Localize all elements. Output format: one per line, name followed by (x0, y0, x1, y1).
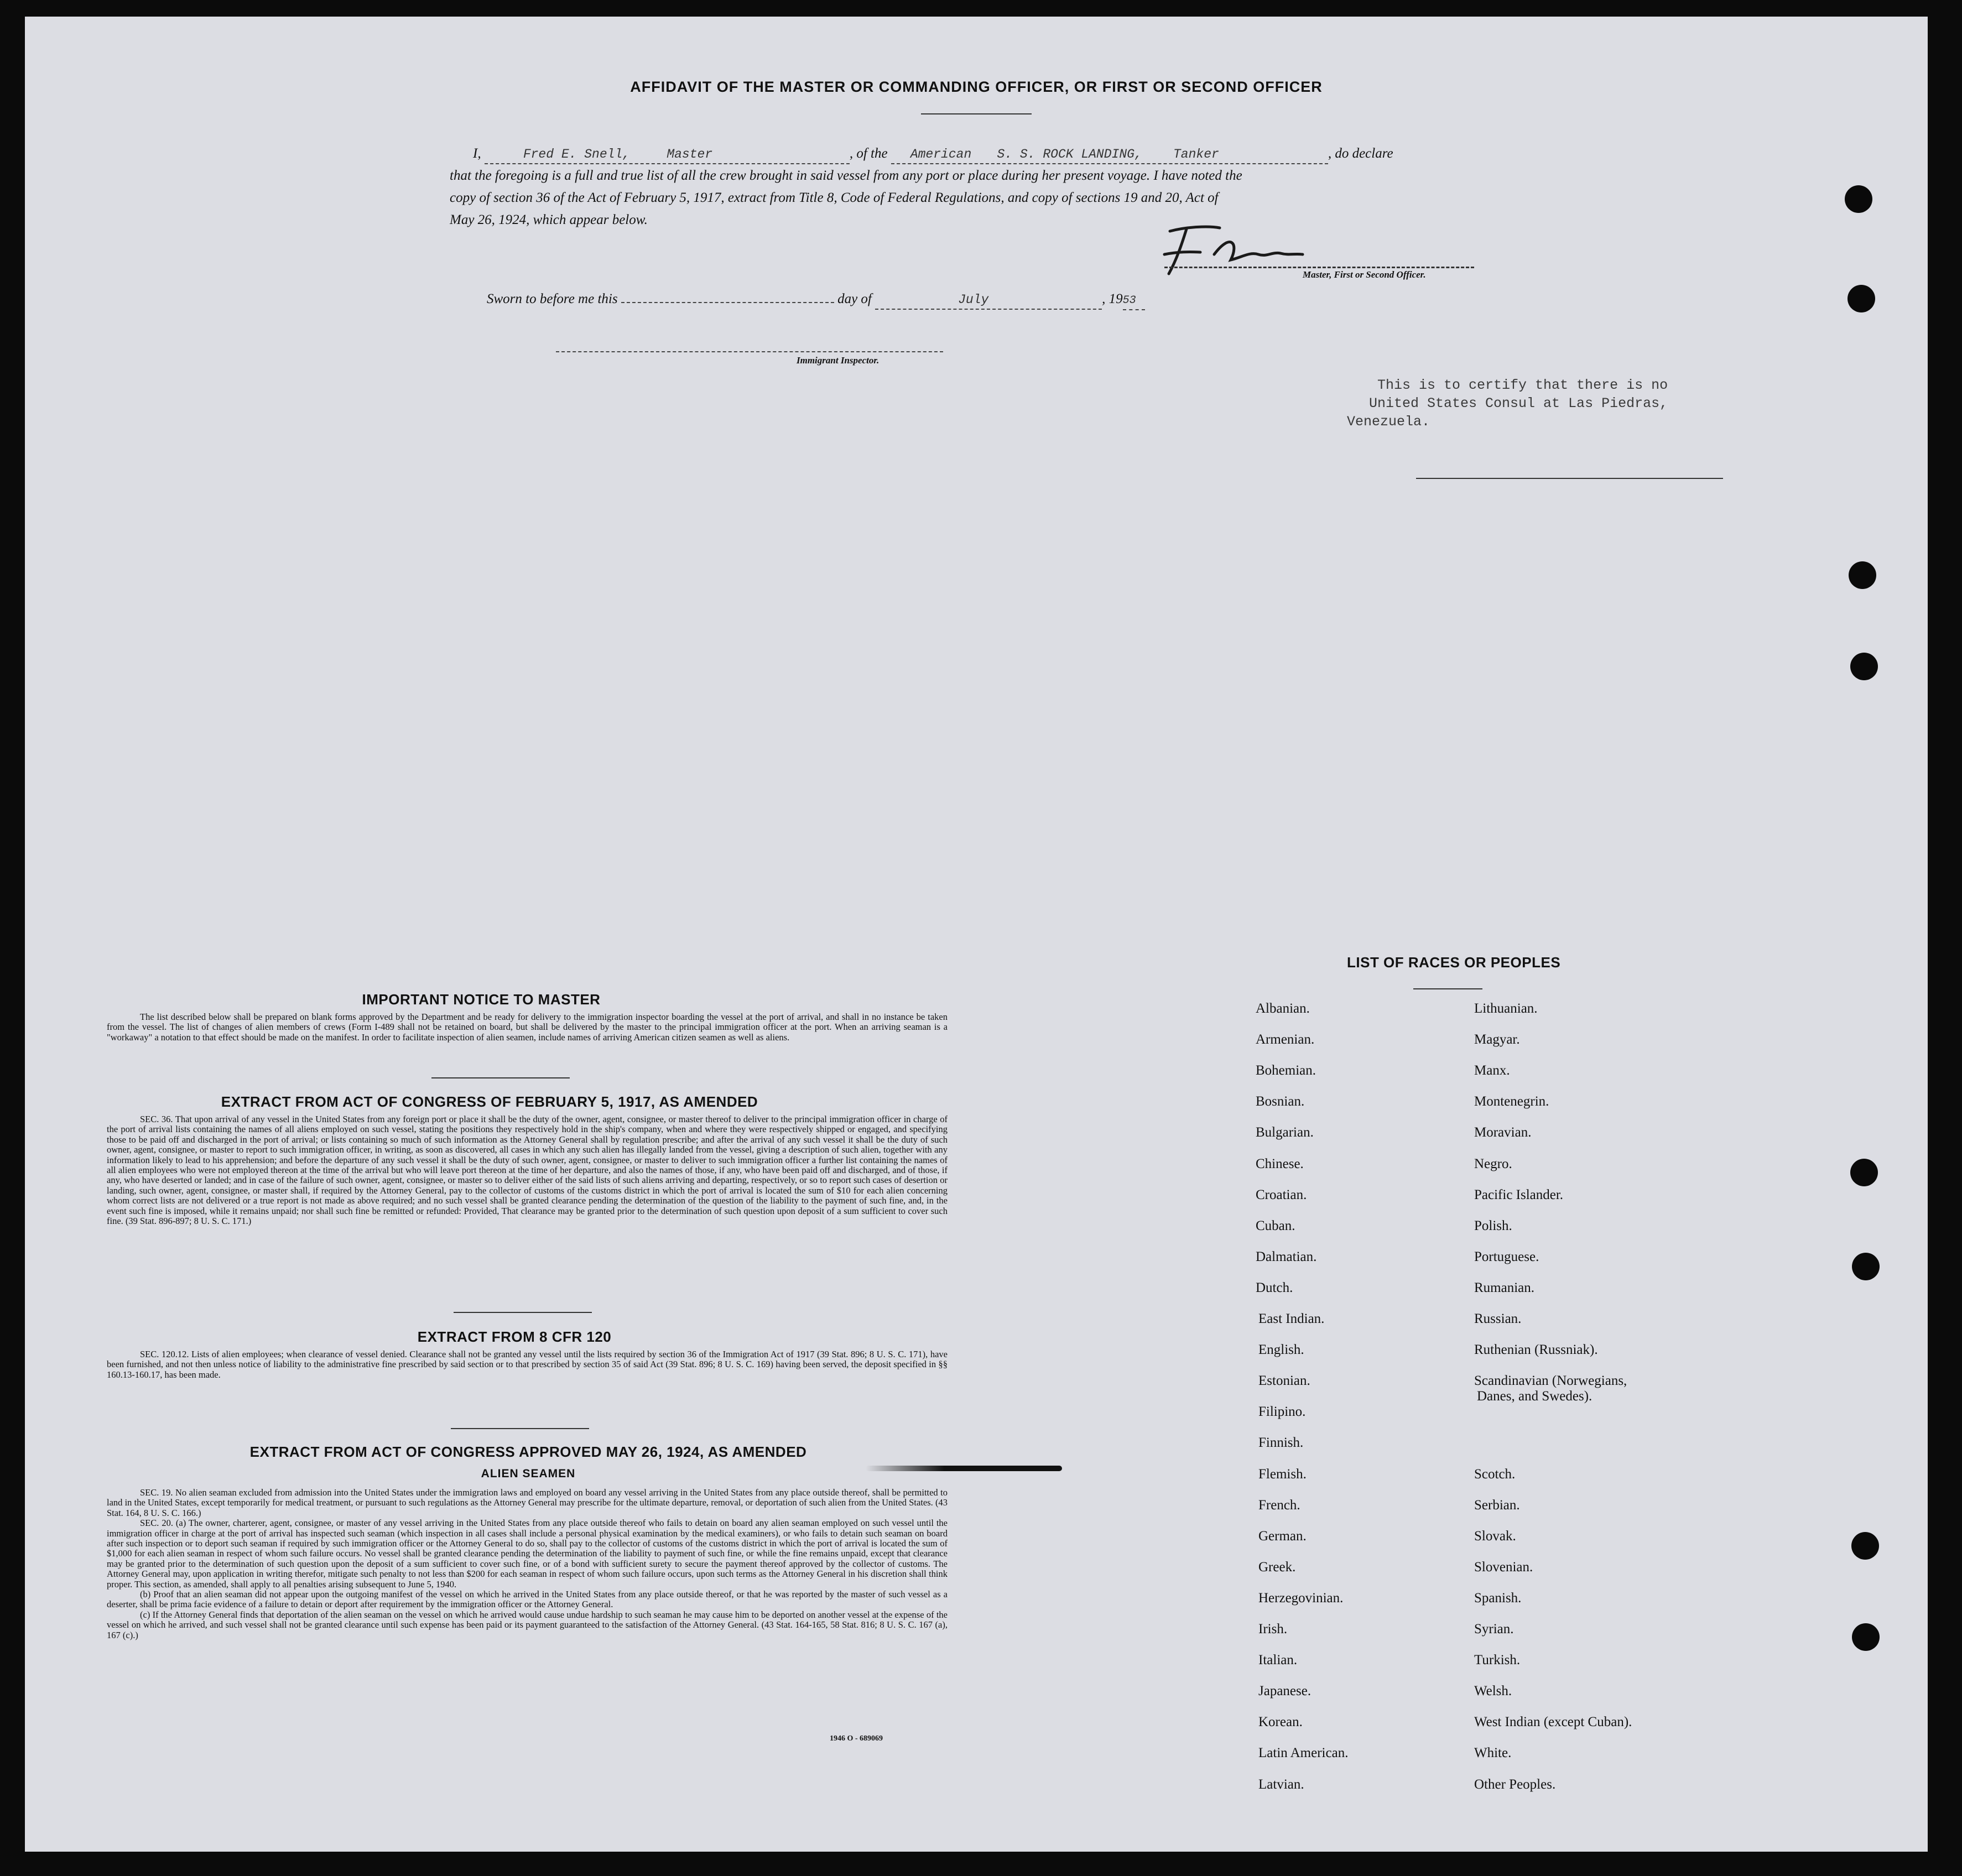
race-list-item: Albanian. (1256, 1001, 1310, 1016)
punch-hole (1850, 653, 1878, 680)
notice-divider (431, 1077, 570, 1078)
race-list-item: Russian. (1474, 1311, 1522, 1326)
extract-1924-body (107, 1488, 948, 1640)
certification-line-1: This is to certify that there is no (1377, 377, 1668, 393)
do-declare-label: , do declare (1328, 146, 1393, 161)
master-name-field (485, 145, 850, 164)
race-list-item: English. (1258, 1342, 1304, 1358)
race-list-item: Magyar. (1474, 1032, 1520, 1048)
race-list-item: Welsh. (1474, 1684, 1512, 1699)
notice-title: IMPORTANT NOTICE TO MASTER (362, 991, 601, 1008)
punch-hole (1851, 1532, 1879, 1560)
race-list-item: Montenegrin. (1474, 1094, 1549, 1109)
race-list-item: Latvian. (1258, 1776, 1304, 1792)
affidavit-line-4: May 26, 1924, which appear below. (450, 212, 648, 227)
race-list-item: Filipino. (1258, 1404, 1306, 1420)
race-list-item: Scandinavian (Norwegians, (1474, 1373, 1627, 1389)
race-list-item: White. (1474, 1745, 1512, 1761)
print-code: 1946 O - 689069 (830, 1734, 883, 1743)
race-list-item: Korean. (1258, 1715, 1303, 1730)
race-list-item: Rumanian. (1474, 1280, 1535, 1295)
race-list-item: Turkish. (1474, 1653, 1521, 1668)
race-list-item: Dutch. (1256, 1280, 1293, 1295)
race-list-item: Manx. (1474, 1063, 1510, 1078)
race-list-item: Dalmatian. (1256, 1249, 1317, 1264)
vessel-nationality: American (910, 147, 972, 161)
race-list-item: Moravian. (1474, 1125, 1532, 1140)
affidavit-title: AFFIDAVIT OF THE MASTER OR COMMANDING OFFICER, OR FIRST OR SECOND OFFICER (630, 79, 1323, 95)
race-list-item: Portuguese. (1474, 1249, 1539, 1264)
i-label: I, (473, 146, 481, 161)
notice-text: The list described below shall be prepared on blank forms approved by the Department and be ready for delivery to the immigration inspector boarding the vessel at the port of arrival, and shall in no instance be taken from the vessel. The list of changes of alien members of crews (Form I-489 shall not be retained on board, but shall be delivered by the master to the principal immigration officer at the port. When an arriving seaman is a "workaway" a notation to that effect should be made on the manifest. In order to facilitate inspection of alien seamen, include names of arriving American citizen seamen as well as aliens. (107, 1012, 948, 1043)
sec-20c-text: (c) If the Attorney General finds that deportation of the alien seaman on the vessel on which he arrived would cause undue hardship to such seaman he may cause him to be deported on another vessel at the expense of the vessel on which he arrived, and such vessel shall not be granted clearance until such expense has been paid or its payment guaranteed to the satisfaction of the Attorney General. (43 Stat. 164-165, 58 Stat. 816; 8 U. S. C. 167 (a), 167 (c).) (107, 1609, 948, 1640)
vessel-field (891, 145, 1328, 164)
race-list-item: Scotch. (1474, 1466, 1516, 1482)
extract-cfr-divider (451, 1428, 589, 1429)
sec-20a-text: SEC. 20. (a) The owner, charterer, agent, consignee, or master of any vessel arriving in the United States from any place outside thereof who fails to detain on board any alien seaman employed on such vessel until the immigration officer in charge at the port of arrival has inspected such seaman (which inspection in all cases shall include a personal physical examination by the medical examiners), or who fails to detain such seaman on board after such inspection or to deport such seaman if required by such immigration officer or the Attorney General to do so, shall pay to the collector of customs of the customs district in which the port of arrival is located the sum of $1,000 for each alien seaman in respect of whom such failure occurs. No vessel shall be granted clearance pending the determination of the liability to payment of such fine, or while the fine remains unpaid, except that clearance may be granted prior to the determination of such question upon the deposit of a sum sufficient to cover such fine, or of a bond with sufficient surety to secure the payment thereof approved by the collector of customs. The Attorney General may, upon application in writing therefor, mitigate such penalty to not less than $200 for each seaman in respect of whom such failure occurs, upon such terms as the Attorney General in his discretion shall think proper. This section, as amended, shall apply to all penalties arising subsequent to June 5, 1940. (107, 1518, 948, 1590)
race-list-item: Spanish. (1474, 1590, 1522, 1606)
race-list-item: Pacific Islander. (1474, 1187, 1564, 1202)
of-the-label: , of the (849, 146, 888, 161)
affidavit-line-1 (473, 145, 1524, 164)
handwritten-signature (1148, 221, 1314, 282)
punch-hole (1850, 1159, 1878, 1186)
extract-1917-divider (454, 1312, 592, 1313)
affidavit-line-3: copy of section 36 of the Act of February 5, 1917, extract from Title 8, Code of Federal Regulations, and copy of sections 19 and 20, Act of (450, 190, 1219, 205)
sworn-label: Sworn to before me this (487, 291, 618, 306)
race-list-item: Polish. (1474, 1218, 1512, 1233)
sworn-day-field (621, 302, 834, 303)
race-list-item: West Indian (except Cuban). (1474, 1715, 1632, 1730)
signature-caption: Master, First or Second Officer. (1303, 269, 1426, 280)
race-list-item: Slovak. (1474, 1528, 1516, 1544)
punch-hole (1845, 185, 1872, 213)
sec-20b-text: (b) Proof that an alien seaman did not appear upon the outgoing manifest of the vessel on which he arrived in the United States from any place outside thereof, or that he was reported by the master of such vessel as a deserter, shall be prima facie evidence of a failure to detain or deport after requirement by the immigration officer or the Attorney General. (107, 1589, 948, 1610)
master-rank: Master (667, 147, 713, 161)
race-list-item: Negro. (1474, 1156, 1512, 1171)
race-list-item: Latin American. (1258, 1745, 1349, 1761)
race-list-item: Italian. (1258, 1653, 1298, 1668)
ink-smudge (866, 1466, 1062, 1471)
race-list-item: Irish. (1258, 1622, 1288, 1637)
extract-1917-text: SEC. 36. That upon arrival of any vessel in the United States from any foreign port or place it shall be the duty of the owner, agent, consignee, or master thereof to deliver to the principal immigration officer in charge of the port of arrival lists containing the names of all aliens employed on such vessel, stating the positions they respectively hold in the ship's company, when and where they were respectively shipped or engaged, and specifying those to be paid off and discharged in the port of arrival; or lists containing so much of such information as the Attorney General shall by regulation prescribe; and after the arrival of any such vessel it shall be the duty of such owner, agent, consignee, or master to report to such immigration officer, in writing, as soon as discovered, all cases in which any such alien has illegally landed from the vessel, giving a description of such alien, together with any information likely to lead to his apprehension; and before the departure of any such vessel it shall be the duty of such owner, agent, consignee, or master to deliver to such immigration officer a further list containing the names of all alien employees who were not employed thereon at the time of the arrival but who will leave port thereon at the time of her departure, and also the names of those, if any, who have been paid off and discharged, and of those, if any, who have deserted or landed; and in case of the failure of such owner, agent, consignee, or master so to deliver either of the said lists of such aliens arriving and departing, respectively, or so to report such cases of desertion or landing, such owner, agent, consignee, or master shall, if required by the Attorney General, pay to the collector of customs of the customs district in which the port of arrival is located the sum of $10 for each alien concerning whom correct lists are not delivered or a true report is not made as above required; and no such vessel shall be granted clearance pending the determination of the question of the liability to the payment of such fine, and, in the event such fine is imposed, while it remains unpaid; nor shall such fine be remitted or refunded: Provided, That clearance may be granted prior to the determination of such question upon deposit of a sum sufficient to cover such fine. (39 Stat. 896-897; 8 U. S. C. 171.) (107, 1114, 948, 1227)
extract-cfr-title: EXTRACT FROM 8 CFR 120 (417, 1328, 612, 1345)
race-list-item: Ruthenian (Russniak). (1474, 1342, 1598, 1358)
race-list-item: Finnish. (1258, 1435, 1304, 1451)
race-list-item: Syrian. (1474, 1622, 1514, 1637)
race-list-item: Other Peoples. (1474, 1776, 1556, 1792)
sworn-month: July (958, 293, 989, 307)
race-list-item: Estonian. (1258, 1373, 1310, 1389)
vessel-type: Tanker (1173, 147, 1219, 161)
race-list-item: East Indian. (1258, 1311, 1325, 1326)
sec-19-text: SEC. 19. No alien seaman excluded from admission into the United States under the immigration laws and employed on board any vessel arriving in the United States from any place outside thereof, shall be permitted to land in the United States, except temporarily for medical treatment, or pursuant to such regulations as the Attorney General may prescribe for the ultimate departure, removal, or deportation of such alien from the United States. (43 Stat. 164, 8 U. S. C. 166.) (107, 1487, 948, 1518)
signature-line (1164, 267, 1474, 268)
extract-1924-title: EXTRACT FROM ACT OF CONGRESS APPROVED MAY 26, 1924, AS AMENDED (249, 1444, 807, 1460)
sworn-month-field (875, 290, 1102, 310)
races-divider (1413, 988, 1482, 989)
punch-hole (1852, 1253, 1880, 1280)
certification-line-3: Venezuela. (1347, 414, 1430, 430)
race-list-item: Flemish. (1258, 1466, 1307, 1482)
race-list-item: Japanese. (1258, 1684, 1312, 1699)
day-of-label: day of (837, 291, 872, 306)
extract-cfr-text: SEC. 120.12. Lists of alien employees; when clearance of vessel denied. Clearance shall not be granted any vessel until the lists required by section 36 of the Immigration Act of 1917 (39 Stat. 896; 8 U. S. C. 171), have been furnished, and not then unless notice of liability to the administrative fine prescribed by said section or to that prescribed by section 35 of said Act (39 Stat. 896; 8 U. S. C. 169) having been served, the deposit specified in §§ 160.13-160.17, has been made. (107, 1349, 948, 1380)
certification-signature-line (1416, 478, 1723, 479)
punch-hole (1852, 1623, 1880, 1651)
race-list-item: Cuban. (1256, 1218, 1295, 1233)
race-list-item: Greek. (1258, 1559, 1296, 1575)
document-sheet (25, 17, 1928, 1852)
race-list-item: Slovenian. (1474, 1559, 1533, 1575)
race-list-item: Chinese. (1256, 1156, 1304, 1171)
race-list-item: Bosnian. (1256, 1094, 1305, 1109)
punch-hole (1849, 561, 1876, 589)
race-list-item: Lithuanian. (1474, 1001, 1538, 1016)
affidavit-line-2: that the foregoing is a full and true list of all the crew brought in said vessel from any port or place during her present voyage. I have noted the (450, 168, 1242, 183)
title-divider (921, 113, 1032, 114)
race-list-item: Serbian. (1474, 1497, 1520, 1513)
race-list-item: Danes, and Swedes). (1477, 1389, 1593, 1404)
inspector-signature-line (556, 351, 943, 352)
race-list-item: Bulgarian. (1256, 1125, 1314, 1140)
consul-certification (1347, 376, 1668, 431)
vessel-name: S. S. ROCK LANDING, (997, 147, 1142, 161)
race-list-item: French. (1258, 1497, 1300, 1513)
races-title: LIST OF RACES OR PEOPLES (1347, 954, 1561, 971)
certification-line-2: United States Consul at Las Piedras, (1369, 395, 1668, 411)
year-prefix: , 19 (1102, 291, 1123, 306)
race-list-item: Croatian. (1256, 1187, 1307, 1202)
extract-1924-subtitle: ALIEN SEAMEN (481, 1467, 576, 1480)
extract-1917-title: EXTRACT FROM ACT OF CONGRESS OF FEBRUARY 5, 1917, AS AMENDED (221, 1093, 758, 1110)
race-list-item: Bohemian. (1256, 1063, 1316, 1078)
sworn-year: 53 (1123, 292, 1145, 310)
sworn-line (487, 290, 1145, 310)
race-list-item: Herzegovinian. (1258, 1590, 1344, 1606)
punch-hole (1847, 285, 1875, 312)
master-name: Fred E. Snell, (523, 147, 631, 161)
inspector-caption: Immigrant Inspector. (797, 355, 879, 366)
race-list-item: German. (1258, 1528, 1307, 1544)
race-list-item: Armenian. (1256, 1032, 1315, 1048)
